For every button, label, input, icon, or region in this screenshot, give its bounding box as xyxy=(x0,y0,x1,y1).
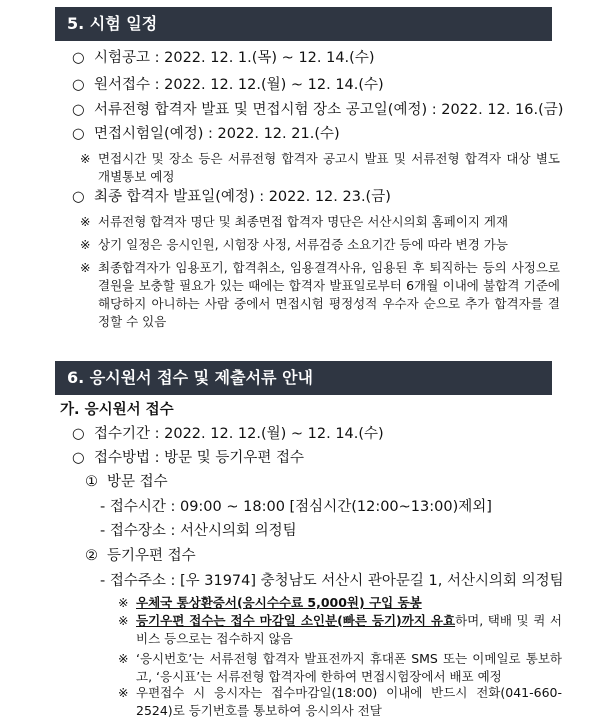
reference-mark-icon: ※ xyxy=(80,214,91,229)
note-text: 면접시간 및 장소 등은 서류전형 합격자 공고시 발표 및 서류전형 합격자 대상 별도 개별통보 예정 xyxy=(98,151,560,184)
schedule-item xyxy=(72,124,340,144)
mail-heading xyxy=(85,546,196,566)
visit-place: - 접수장소 : 서산시의회 의정팀 xyxy=(100,523,297,539)
mail-note xyxy=(118,612,562,648)
section-5-header xyxy=(55,7,552,41)
circle-bullet-icon: ○ xyxy=(72,102,85,118)
circle-bullet-icon: ○ xyxy=(72,426,85,442)
visit-time: - 접수시간 : 09:00 ~ 18:00 [점심시간(12:00~13:00)제외] xyxy=(100,499,492,515)
schedule-text: 서류전형 합격자 발표 및 면접시험 장소 공고일(예정) : 2022. 12. 16.(금) xyxy=(94,102,564,118)
circle-bullet-icon: ○ xyxy=(72,189,85,205)
reference-mark-icon: ※ xyxy=(118,595,129,610)
mail-note xyxy=(118,650,562,686)
schedule-text: 시험공고 : 2022. 12. 1.(목) ~ 12. 14.(수) xyxy=(94,50,375,66)
note-text: 상기 일정은 응시인원, 시험장 사정, 서류검증 소요기간 등에 따라 변경 가능 xyxy=(98,237,508,252)
number-2-icon: ② xyxy=(85,548,98,564)
mail-note-bold: 등기우편 접수는 접수 마감일 소인분(빠른 등기)까지 유효 xyxy=(136,613,456,628)
reference-mark-icon: ※ xyxy=(118,651,129,666)
schedule-text: 최종 합격자 발표일(예정) : 2022. 12. 23.(금) xyxy=(94,189,391,205)
application-item xyxy=(72,424,384,444)
mail-note-text: 하며, 택배 및 퀵 서비스 등으로는 접수하지 않음 xyxy=(136,613,562,646)
circle-bullet-icon: ○ xyxy=(72,50,85,66)
section-5-title: 5. 시험 일정 xyxy=(67,14,158,33)
schedule-text: 면접시험일(예정) : 2022. 12. 21.(수) xyxy=(94,126,340,142)
mail-note-text: ‘응시번호’는 서류전형 합격자 발표전까지 휴대폰 SMS 또는 이메일로 통보하고, ‘응시표’는 서류전형 합격자에 한하여 면접시험장에서 배포 예정 xyxy=(136,651,562,684)
reference-mark-icon: ※ xyxy=(118,685,129,700)
application-text: 접수방법 : 방문 및 등기우편 접수 xyxy=(94,450,305,466)
visit-title: 방문 접수 xyxy=(107,474,168,490)
mail-title: 등기우편 접수 xyxy=(107,548,196,564)
note-text: 서류전형 합격자 명단 및 최종면접 합격자 명단은 서산시의회 홈페이지 게재 xyxy=(98,214,509,229)
subsection-title: 가. 응시원서 접수 xyxy=(60,402,174,418)
mail-address: - 접수주소 : [우 31974] 충청남도 서산시 관아문길 1, 서산시의회 의정팀 xyxy=(100,573,564,589)
schedule-item xyxy=(72,48,375,68)
mail-note xyxy=(118,684,562,720)
reference-mark-icon: ※ xyxy=(80,260,91,275)
section-6-title: 6. 응시원서 접수 및 제출서류 안내 xyxy=(67,368,313,387)
circle-bullet-icon: ○ xyxy=(72,126,85,142)
application-item xyxy=(72,448,304,468)
note-item xyxy=(80,259,560,331)
schedule-item xyxy=(72,187,391,207)
visit-heading xyxy=(85,472,168,492)
schedule-item xyxy=(72,100,563,120)
mail-note-bold: 우체국 통상환증서(응시수수료 5,000원) 구입 동봉 xyxy=(136,595,422,610)
note-item xyxy=(80,213,560,231)
note-item xyxy=(80,150,560,186)
mail-note-text: 우편접수 시 응시자는 접수마감일(18:00) 이내에 반드시 전화(041-660-2524)로 등기번호를 통보하여 응시의사 전달 xyxy=(136,685,562,718)
section-6-header xyxy=(55,361,552,395)
schedule-text: 원서접수 : 2022. 12. 12.(월) ~ 12. 14.(수) xyxy=(94,77,384,93)
reference-mark-icon: ※ xyxy=(118,613,129,628)
circle-bullet-icon: ○ xyxy=(72,77,85,93)
note-item xyxy=(80,236,560,254)
note-text: 최종합격자가 임용포기, 합격취소, 임용결격사유, 임용된 후 퇴직하는 등의 사정으로 결원을 보충할 필요가 있는 때에는 합격자 발표일로부터 6개월 이내에 불합격 기준에 해당하지 아니하는 사람 중에서 면접시험 평정성적 우수자 순으로 추가 합격자를 결정할 수 있음 xyxy=(98,260,560,329)
mail-note xyxy=(118,594,562,612)
reference-mark-icon: ※ xyxy=(80,151,91,166)
reference-mark-icon: ※ xyxy=(80,237,91,252)
circle-bullet-icon: ○ xyxy=(72,450,85,466)
schedule-item xyxy=(72,75,384,95)
number-1-icon: ① xyxy=(85,474,98,490)
application-text: 접수기간 : 2022. 12. 12.(월) ~ 12. 14.(수) xyxy=(94,426,384,442)
